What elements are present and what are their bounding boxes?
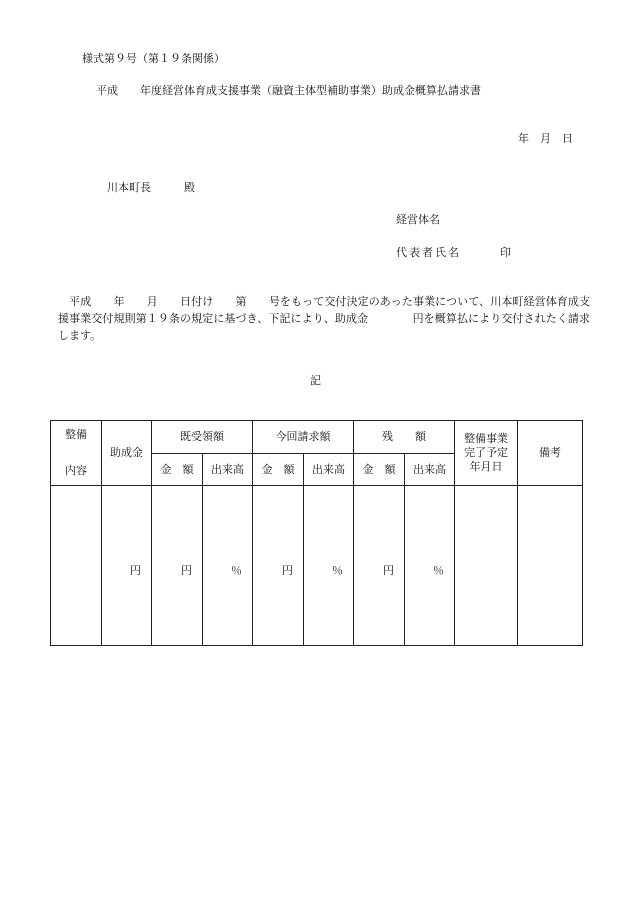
header-content-bottom: 内容 <box>65 464 87 477</box>
cell-subsidy[interactable] <box>102 486 152 646</box>
cell-received-amount[interactable] <box>152 486 203 646</box>
cell-content[interactable] <box>51 486 102 646</box>
unit-yen: 円 <box>130 563 141 577</box>
header-schedule-cell <box>455 421 518 486</box>
sub-current-amount: 金 額 <box>253 454 304 486</box>
document-title: 平成 年度経営体育成支援事業（融資主体型補助事業）助成金概算払請求書 <box>96 84 481 97</box>
header-received: 既受領額 <box>152 421 253 454</box>
header-schedule-l2: 完了予定 <box>464 446 508 459</box>
unit-yen: 円 <box>282 563 293 577</box>
cell-schedule[interactable] <box>455 486 518 646</box>
date-line: 年 月 日 <box>518 132 573 145</box>
addressee: 川本町長 殿 <box>107 181 195 194</box>
header-subsidy: 助成金 <box>102 421 152 486</box>
unit-percent: ％ <box>231 563 242 577</box>
unit-percent: ％ <box>332 563 343 577</box>
header-remaining: 残 額 <box>354 421 455 454</box>
sub-remaining-amount: 金 額 <box>354 454 405 486</box>
header-current-request: 今回請求額 <box>253 421 354 454</box>
cell-remaining-progress[interactable] <box>405 486 455 646</box>
header-content-top: 整備 <box>65 428 87 441</box>
unit-yen: 円 <box>383 563 394 577</box>
unit-yen: 円 <box>181 563 192 577</box>
form-number: 様式第９号（第１９条関係） <box>82 52 225 65</box>
cell-received-progress[interactable] <box>203 486 253 646</box>
header-schedule-l1: 整備事業 <box>464 432 508 445</box>
request-body-text <box>58 293 590 344</box>
request-body-line: 平成 年 月 日付け 第 号をもって交付決定のあった事業について、川本町経営体育成支援事業交付規則第１９条の規定に基づき、下記により、助成金 円を概算払により交付されたく請求します。 <box>58 295 590 342</box>
cell-current-progress[interactable] <box>304 486 354 646</box>
cell-current-amount[interactable] <box>253 486 304 646</box>
header-remarks: 備考 <box>518 421 583 486</box>
representative-name-label: 代表者氏名 印 <box>396 246 513 259</box>
sub-remaining-progress: 出来高 <box>405 454 455 486</box>
applicant-name-label: 経営体名 <box>396 213 440 226</box>
unit-percent: ％ <box>433 563 444 577</box>
sub-received-amount: 金 額 <box>152 454 203 486</box>
cell-remarks[interactable] <box>518 486 583 646</box>
request-table <box>50 420 583 646</box>
header-schedule-l3: 年月日 <box>469 460 503 473</box>
sub-current-progress: 出来高 <box>304 454 354 486</box>
ki-heading: 記 <box>310 374 321 387</box>
cell-remaining-amount[interactable] <box>354 486 405 646</box>
header-content-cell <box>51 421 102 486</box>
sub-received-progress: 出来高 <box>203 454 253 486</box>
